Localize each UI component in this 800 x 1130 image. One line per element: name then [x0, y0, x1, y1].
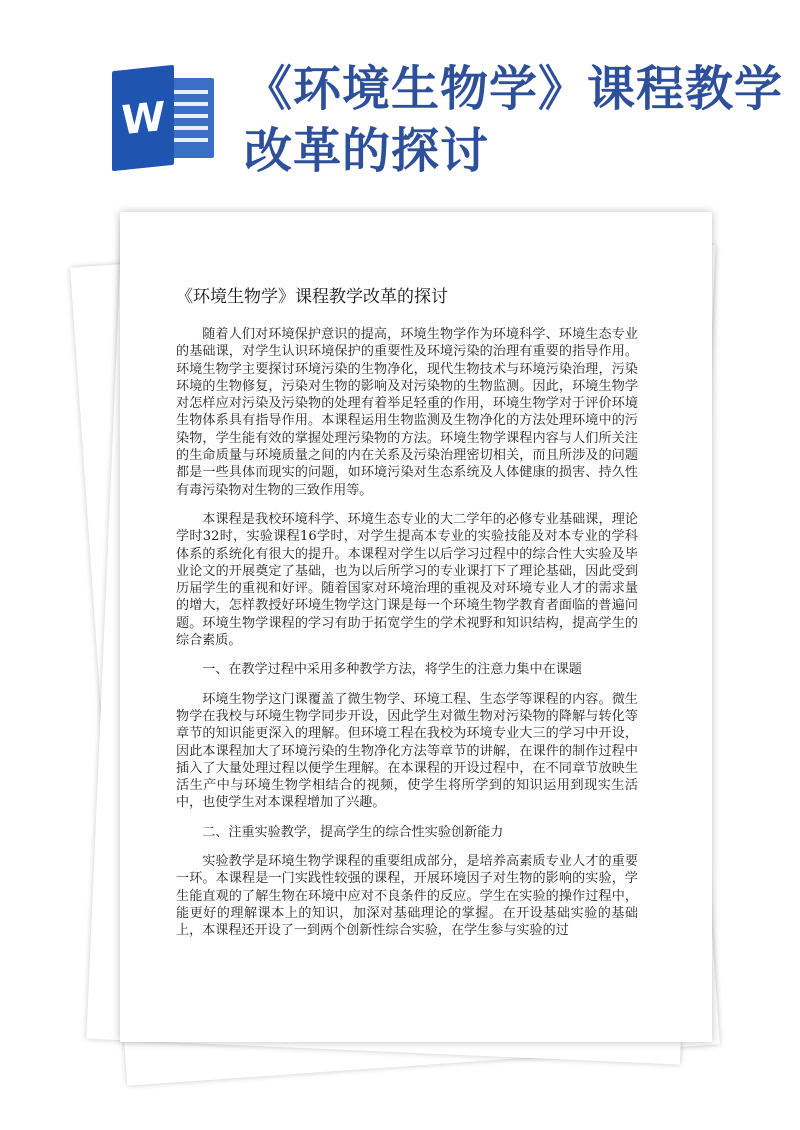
- document-body: [176, 326, 638, 952]
- paragraph: 随着人们对环境保护意识的提高，环境生物学作为环境科学、环境生态专业的基础课，对学生认识环境保护的重要性及环境污染的治理有重要的指导作用。环境生物学主要探讨环境污染的生物净化，现代生物技术与环境污染治理，污染环境的生物修复，污染对生物的影响及对污染物的生物监测。因此，环境生物学对怎样应对污染及污染物的处理有着举足轻重的作用，环境生物学对于评价环境生物体系具有指导作用。本课程运用生物监测及生物净化的方法处理环境中的污染物，学生能有效的掌握处理污染物的方法。环境生物学课程内容与人们所关注的生命质量与环境质量之间的内在关系及污染治理密切相关，而且所涉及的问题都是一些具体而现实的问题，如环境污染对生态系统及人体健康的损害、持久性有毒污染物对生物的三致作用等。: [176, 327, 638, 498]
- paragraph: 本课程是我校环境科学、环境生态专业的大二学年的必修专业基础课，理论学时32时，实验课程16学时，对学生提高本专业的实验技能及对本专业的学科体系的系统化有很大的提升。本课程对学生以后学习过程中的综合性大实验及毕业论文的开展奠定了基础，也为以后所学习的专业课打下了理论基础，因此受到历届学生的重视和好评。随着国家对环境治理的重视及对环境专业人才的需求量的增大，怎样教授好环境生物学这门课是每一个环境生物学教育者面临的普遍问题。环境生物学课程的学习有助于拓宽学生的学术视野和知识结构，提高学生的综合素质。: [176, 511, 638, 649]
- paragraph: 环境生物学这门课覆盖了微生物学、环境工程、生态学等课程的内容。微生物学在我校与环境生物学同步开设，因此学生对微生物对污染物的降解与转化等章节的知识能更深入的理解。但环境工程在我校为环境专业大三的学习中开设，因此本课程加大了环境污染的生物净化方法等章节的讲解，在课件的制作过程中插入了大量处理过程以便学生理解。在本课程的开设过程中，在不同章节放映生活生产中与环境生物学相结合的视频，使学生将所学到的知识运用到现实生活中，也使学生对本课程增加了兴趣。: [176, 691, 638, 811]
- word-logo-icon: [112, 68, 222, 168]
- word-logo-letter: W: [120, 93, 166, 145]
- word-badge: [112, 65, 174, 172]
- section-heading: 二、注重实验教学，提高学生的综合性实验创新能力: [202, 824, 504, 840]
- document-title: 《环境生物学》课程教学改革的探讨: [176, 287, 448, 307]
- paragraph: 实验教学是环境生物学课程的重要组成部分，是培养高素质专业人才的重要一环。本课程是一门实践性较强的课程，开展环境因子对生物的影响的实验，学生能直观的了解生物在环境中应对不良条件的反应。学生在实验的操作过程中，能更好的理解课本上的知识，加深对基础理论的掌握。在开设基础实验的基础上，本课程还开设了一到两个创新性综合实验，在学生参与实验的过: [176, 854, 638, 939]
- page-title: 《环境生物学》课程教学改革的探讨: [244, 61, 784, 179]
- section-heading: 一、在教学过程中采用多种教学方法，将学生的注意力集中在课题: [202, 662, 582, 678]
